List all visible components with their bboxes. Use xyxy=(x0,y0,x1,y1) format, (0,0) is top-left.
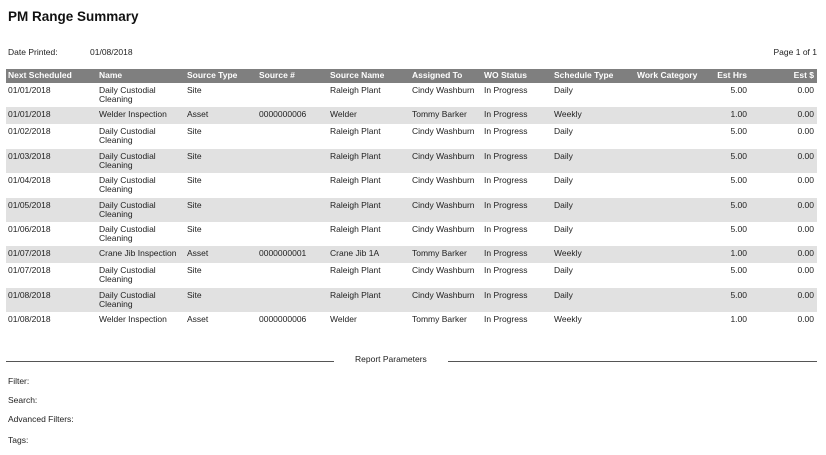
header-schedule-type: Schedule Type xyxy=(554,70,614,80)
cell-est-hrs: 5.00 xyxy=(730,126,747,137)
cell-assigned-to: Cindy Washburn xyxy=(412,175,475,186)
cell-next-scheduled: 01/08/2018 xyxy=(8,314,51,325)
table-row xyxy=(6,222,817,246)
date-printed-label: Date Printed: xyxy=(8,47,58,57)
cell-source-number: 0000000006 xyxy=(259,314,307,325)
cell-schedule-type: Daily xyxy=(554,150,573,161)
pm-range-table xyxy=(6,69,817,329)
table-row xyxy=(6,173,817,197)
cell-est-cost: 0.00 xyxy=(797,265,814,276)
header-est-hrs: Est Hrs xyxy=(717,70,747,80)
cell-name: Daily Custodial Cleaning xyxy=(99,289,156,309)
filter-label: Filter: xyxy=(8,376,30,386)
cell-source-name: Raleigh Plant xyxy=(330,265,381,276)
cell-wo-status: In Progress xyxy=(484,109,528,120)
cell-source-name: Raleigh Plant xyxy=(330,175,381,186)
cell-wo-status: In Progress xyxy=(484,265,528,276)
table-row xyxy=(6,124,817,148)
cell-wo-status: In Progress xyxy=(484,314,528,325)
cell-name: Daily Custodial Cleaning xyxy=(99,223,156,243)
cell-source-type: Asset xyxy=(187,314,209,325)
cell-next-scheduled: 01/01/2018 xyxy=(8,85,51,95)
table-row xyxy=(6,263,817,287)
cell-assigned-to: Tommy Barker xyxy=(412,314,467,325)
report-parameters-heading: Report Parameters xyxy=(355,354,427,364)
cell-assigned-to: Cindy Washburn xyxy=(412,150,475,161)
cell-source-type: Site xyxy=(187,265,202,276)
table-row xyxy=(6,83,817,107)
header-next-scheduled: Next Scheduled xyxy=(8,70,72,80)
cell-next-scheduled: 01/01/2018 xyxy=(8,109,51,120)
cell-source-name: Crane Jib 1A xyxy=(330,248,380,259)
cell-name: Daily Custodial Cleaning xyxy=(99,150,156,170)
cell-next-scheduled: 01/07/2018 xyxy=(8,265,51,276)
tags-label: Tags: xyxy=(8,435,29,445)
cell-source-name: Raleigh Plant xyxy=(330,126,381,137)
cell-wo-status: In Progress xyxy=(484,248,528,259)
header-source-type: Source Type xyxy=(187,70,238,80)
cell-assigned-to: Cindy Washburn xyxy=(412,223,475,234)
cell-name: Crane Jib Inspection xyxy=(99,248,177,259)
cell-source-type: Site xyxy=(187,85,202,95)
cell-schedule-type: Daily xyxy=(554,289,573,300)
header-source-number: Source # xyxy=(259,70,295,80)
cell-est-cost: 0.00 xyxy=(797,126,814,137)
cell-schedule-type: Daily xyxy=(554,126,573,137)
cell-source-name: Raleigh Plant xyxy=(330,150,381,161)
cell-source-type: Site xyxy=(187,175,202,186)
cell-est-cost: 0.00 xyxy=(797,150,814,161)
cell-schedule-type: Daily xyxy=(554,223,573,234)
header-est-cost: Est $ xyxy=(793,70,814,80)
cell-source-name: Raleigh Plant xyxy=(330,199,381,210)
cell-assigned-to: Cindy Washburn xyxy=(412,265,475,276)
cell-name: Daily Custodial Cleaning xyxy=(99,199,156,219)
cell-wo-status: In Progress xyxy=(484,85,528,95)
cell-est-hrs: 1.00 xyxy=(730,248,747,259)
cell-est-hrs: 5.00 xyxy=(730,85,747,95)
cell-wo-status: In Progress xyxy=(484,175,528,186)
cell-next-scheduled: 01/03/2018 xyxy=(8,150,51,161)
cell-name: Daily Custodial Cleaning xyxy=(99,85,156,104)
search-label: Search: xyxy=(8,395,38,405)
cell-source-number: 0000000001 xyxy=(259,248,307,259)
cell-next-scheduled: 01/05/2018 xyxy=(8,199,51,210)
cell-assigned-to: Cindy Washburn xyxy=(412,126,475,137)
table-row xyxy=(6,312,817,329)
cell-est-cost: 0.00 xyxy=(797,85,814,95)
cell-name: Welder Inspection xyxy=(99,314,167,325)
cell-est-hrs: 1.00 xyxy=(730,109,747,120)
table-body xyxy=(6,83,817,329)
cell-schedule-type: Weekly xyxy=(554,109,582,120)
cell-source-type: Site xyxy=(187,150,202,161)
cell-next-scheduled: 01/08/2018 xyxy=(8,289,51,300)
cell-wo-status: In Progress xyxy=(484,199,528,210)
cell-assigned-to: Cindy Washburn xyxy=(412,289,475,300)
cell-source-name: Welder xyxy=(330,314,357,325)
cell-next-scheduled: 01/02/2018 xyxy=(8,126,51,137)
table-row xyxy=(6,107,817,124)
cell-est-cost: 0.00 xyxy=(797,314,814,325)
header-work-category: Work Category xyxy=(637,70,698,80)
cell-wo-status: In Progress xyxy=(484,126,528,137)
cell-source-type: Site xyxy=(187,289,202,300)
cell-est-cost: 0.00 xyxy=(797,248,814,259)
cell-name: Daily Custodial Cleaning xyxy=(99,175,156,195)
cell-schedule-type: Daily xyxy=(554,175,573,186)
cell-source-name: Raleigh Plant xyxy=(330,223,381,234)
date-printed-value: 01/08/2018 xyxy=(90,47,133,57)
cell-next-scheduled: 01/06/2018 xyxy=(8,223,51,234)
cell-name: Welder Inspection xyxy=(99,109,167,120)
cell-source-type: Asset xyxy=(187,109,209,120)
cell-assigned-to: Cindy Washburn xyxy=(412,199,475,210)
cell-est-hrs: 5.00 xyxy=(730,223,747,234)
cell-assigned-to: Tommy Barker xyxy=(412,248,467,259)
cell-source-name: Raleigh Plant xyxy=(330,289,381,300)
cell-est-hrs: 1.00 xyxy=(730,314,747,325)
cell-schedule-type: Daily xyxy=(554,85,573,95)
cell-wo-status: In Progress xyxy=(484,223,528,234)
table-row xyxy=(6,149,817,173)
cell-source-name: Raleigh Plant xyxy=(330,85,381,95)
cell-schedule-type: Weekly xyxy=(554,248,582,259)
cell-est-cost: 0.00 xyxy=(797,199,814,210)
cell-name: Daily Custodial Cleaning xyxy=(99,126,156,146)
cell-est-hrs: 5.00 xyxy=(730,289,747,300)
header-assigned-to: Assigned To xyxy=(412,70,463,80)
table-row xyxy=(6,288,817,312)
cell-source-type: Site xyxy=(187,126,202,137)
cell-est-hrs: 5.00 xyxy=(730,175,747,186)
cell-wo-status: In Progress xyxy=(484,150,528,161)
cell-wo-status: In Progress xyxy=(484,289,528,300)
cell-est-hrs: 5.00 xyxy=(730,150,747,161)
cell-est-hrs: 5.00 xyxy=(730,265,747,276)
cell-est-cost: 0.00 xyxy=(797,109,814,120)
report-parameters-divider xyxy=(6,352,817,366)
cell-next-scheduled: 01/04/2018 xyxy=(8,175,51,186)
header-wo-status: WO Status xyxy=(484,70,527,80)
header-name: Name xyxy=(99,70,123,80)
cell-est-cost: 0.00 xyxy=(797,223,814,234)
table-header xyxy=(6,69,817,83)
divider-line-left xyxy=(6,361,334,362)
cell-source-name: Welder xyxy=(330,109,357,120)
cell-source-type: Site xyxy=(187,199,202,210)
cell-est-cost: 0.00 xyxy=(797,289,814,300)
cell-assigned-to: Tommy Barker xyxy=(412,109,467,120)
header-source-name: Source Name xyxy=(330,70,385,80)
divider-line-right xyxy=(448,361,817,362)
cell-assigned-to: Cindy Washburn xyxy=(412,85,475,95)
cell-schedule-type: Daily xyxy=(554,199,573,210)
cell-est-hrs: 5.00 xyxy=(730,199,747,210)
cell-schedule-type: Daily xyxy=(554,265,573,276)
cell-source-type: Site xyxy=(187,223,202,234)
cell-source-number: 0000000006 xyxy=(259,109,307,120)
report-title: PM Range Summary xyxy=(8,9,139,24)
cell-schedule-type: Weekly xyxy=(554,314,582,325)
page-number: Page 1 of 1 xyxy=(773,47,817,57)
advanced-filters-label: Advanced Filters: xyxy=(8,414,74,424)
cell-est-cost: 0.00 xyxy=(797,175,814,186)
cell-name: Daily Custodial Cleaning xyxy=(99,265,156,285)
table-row xyxy=(6,198,817,222)
cell-source-type: Asset xyxy=(187,248,209,259)
table-row xyxy=(6,246,817,263)
cell-next-scheduled: 01/07/2018 xyxy=(8,248,51,259)
